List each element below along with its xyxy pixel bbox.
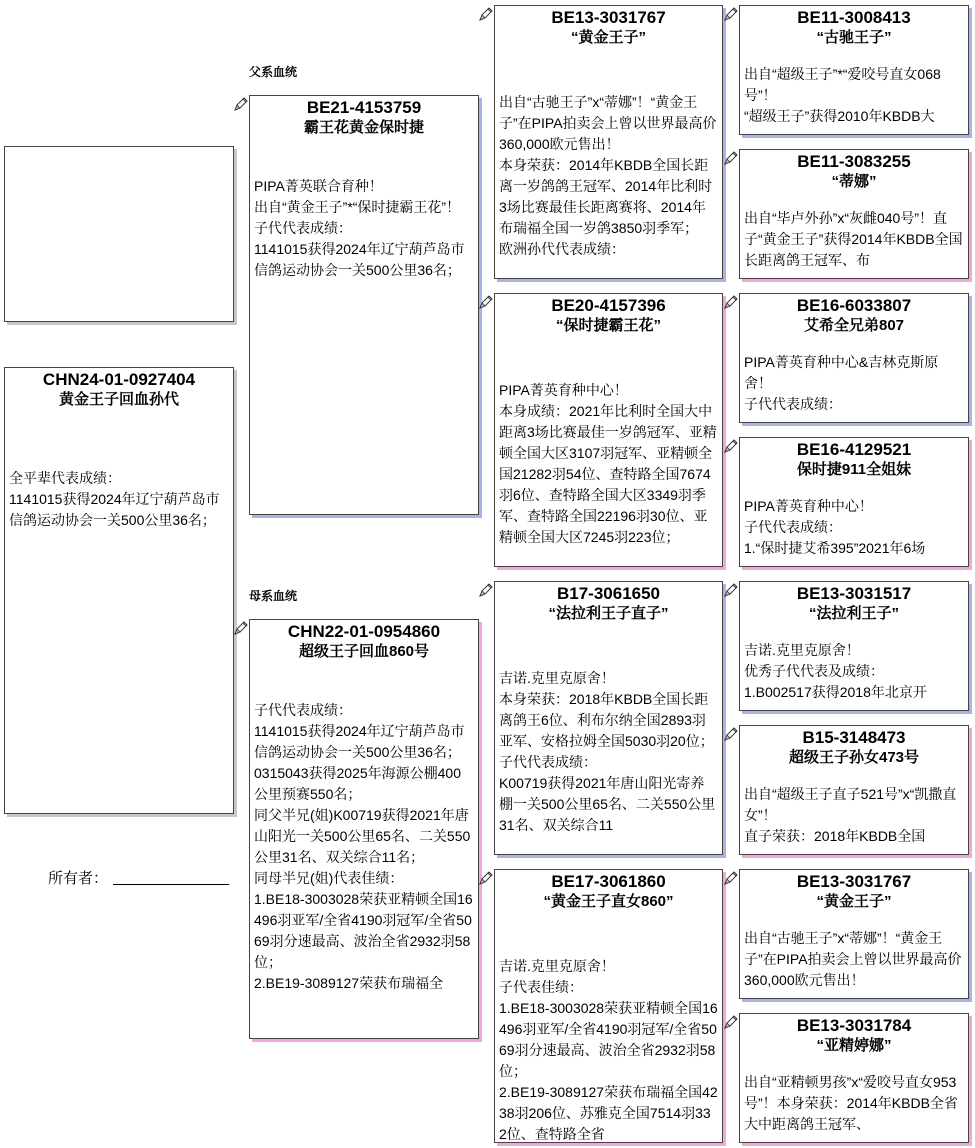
ddd-name: “亚精婷娜” xyxy=(816,1037,892,1054)
sds-ring: BE16-6033807 xyxy=(796,296,912,315)
sd-ring: BE20-4157396 xyxy=(551,296,666,315)
ss-ring: BE13-3031767 xyxy=(551,8,666,27)
pencil-icon[interactable] xyxy=(478,294,494,310)
dss-desc: 吉诺.克里克原舍！ 优秀子代代表及成绩： 1.B002517获得2018年北京开 xyxy=(744,642,927,700)
subject-desc: 全平辈代表成绩： 1141015获得2024年辽宁葫芦岛市信鸽运动协会一关500公里36名； xyxy=(9,470,220,528)
sss-name: “古驰王子” xyxy=(816,29,892,46)
subject-ring: CHN24-01-0927404 xyxy=(42,370,196,389)
pencil-icon[interactable] xyxy=(723,6,739,22)
pencil-icon[interactable] xyxy=(233,620,249,636)
ssd-desc: 出自“毕卢外孙”x“灰雌040号”！直子“黄金王子”获得2014年KBDB全国长距离鸽王冠军、布 xyxy=(744,210,963,268)
pencil-icon[interactable] xyxy=(723,726,739,742)
pencil-icon[interactable] xyxy=(723,438,739,454)
pencil-icon[interactable] xyxy=(723,294,739,310)
sdd-name: 保时捷911全姐妹 xyxy=(796,461,912,478)
ddd-ring: BE13-3031784 xyxy=(796,1016,912,1035)
sire-ring: BE21-4153759 xyxy=(306,98,422,117)
ss-desc: 出自“古驰王子”x“蒂娜”！“黄金王子”在PIPA拍卖会上曾以世界最高价360,000欧元售出！ 本身荣获：2014年KBDB全国长距离一岁鸽鸽王冠军、2014年比利时3场比赛最佳长距离赛将、2014年布瑞福全国一岁鸽3850羽季军； 欧洲孙代代表成绩： xyxy=(499,94,717,257)
ssd-name: “蒂娜” xyxy=(831,173,877,190)
sss-ring: BE11-3008413 xyxy=(797,8,911,27)
subject-card[interactable] xyxy=(4,367,234,814)
owner-line[interactable] xyxy=(113,884,229,885)
dds-name: “黄金王子” xyxy=(816,893,892,910)
dss-ring: BE13-3031517 xyxy=(796,584,912,603)
ss-card[interactable] xyxy=(494,5,723,279)
pencil-icon[interactable] xyxy=(478,582,494,598)
dam-card[interactable] xyxy=(249,619,479,1039)
pencil-icon[interactable] xyxy=(478,870,494,886)
dd-desc: 吉诺.克里克原舍！ 子代表佳绩： 1.BE18-3003028荣获亚精顿全国16496羽亚军/全省4190羽冠军/全省5069羽分速最高、波治全省2932羽58位； 2.BE19-3089127荣获布瑞福全国4238羽206位、苏雅克全国7514羽332位、查特路全省 xyxy=(499,958,718,1142)
ddd-card[interactable] xyxy=(739,1013,969,1143)
pencil-icon[interactable] xyxy=(723,870,739,886)
dam-name: 超级王子回血860号 xyxy=(298,643,430,660)
ssd-ring: BE11-3083255 xyxy=(797,152,911,171)
photo-frame xyxy=(4,146,234,322)
pencil-icon[interactable] xyxy=(723,150,739,166)
sd-name: “保时捷霸王花” xyxy=(555,317,661,334)
pencil-icon[interactable] xyxy=(723,1014,739,1030)
subject-name: 黄金王子回血孙代 xyxy=(58,391,179,408)
dd-ring: BE17-3061860 xyxy=(551,872,666,891)
dds-ring: BE13-3031767 xyxy=(796,872,912,891)
sds-name: 艾希全兄弟807 xyxy=(803,317,905,334)
dam-line-label: 母系血统 xyxy=(249,589,298,603)
ds-desc: 吉诺.克里克原舍！ 本身荣获：2018年KBDB全国长距离鸽王6位、利布尔纳全国2893羽亚军、安格拉姆全国5030羽20位； 子代代表成绩： K00719获得2021年唐山阳光寄养棚一关500公里65名、二关550公里31名、双关综合11 xyxy=(499,670,716,833)
ds-ring: B17-3061650 xyxy=(556,584,661,603)
sd-card[interactable] xyxy=(494,293,723,567)
dam-desc: 子代代表成绩： 1141015获得2024年辽宁葫芦岛市信鸽运动协会一关500公里36名； 0315043获得2025年海源公棚400公里预赛550名； 同父半兄(姐)K00719获得2021年唐山阳光一关500公里65名、二关550公里31名、双关综合11名； 同母半兄(姐)代表佳绩： 1.BE18-3003028荣获亚精顿全国16496羽亚军/全省4190羽冠军/全省5069羽分速最高、波治全省2932羽58位； 2.BE19-3089127荣获布瑞福全 xyxy=(254,702,473,991)
pencil-icon[interactable] xyxy=(723,582,739,598)
ssd-card[interactable] xyxy=(739,149,969,279)
sire-desc: PIPA菁英联合育种！ 出自“黄金王子”*“保时捷霸王花”！ 子代代表成绩： 1141015获得2024年辽宁葫芦岛市信鸽运动协会一关500公里36名； xyxy=(254,178,465,278)
dam-ring: CHN22-01-0954860 xyxy=(287,622,441,641)
pencil-icon[interactable] xyxy=(478,6,494,22)
dd-card[interactable] xyxy=(494,869,723,1143)
dds-desc: 出自“古驰王子”x“蒂娜”！“黄金王子”在PIPA拍卖会上曾以世界最高价360,000欧元售出！ xyxy=(744,930,962,988)
dsd-ring: B15-3148473 xyxy=(802,728,906,747)
sd-desc: PIPA菁英育种中心！ 本身成绩：2021年比利时全国大中距离3场比赛最佳一岁鸽冠军、亚精顿全国大区3107羽冠军、亚精顿全国21282羽54位、查特路全国7674羽6位、查特路全国大区3349羽季军、查特路全国22196羽30位、亚精顿全国大区7245羽223位； xyxy=(499,382,717,545)
ds-card[interactable] xyxy=(494,581,723,855)
sds-card[interactable] xyxy=(739,293,969,423)
sss-desc: 出自“超级王子”*“爱咬号直女068号”！ “超级王子”获得2010年KBDB大 xyxy=(744,66,941,124)
pencil-icon[interactable] xyxy=(233,96,249,112)
dsd-name: 超级王子孙女473号 xyxy=(788,749,920,766)
sire-card[interactable] xyxy=(249,95,479,515)
dd-name: “黄金王子直女860” xyxy=(543,893,674,910)
sdd-ring: BE16-4129521 xyxy=(796,440,912,459)
ddd-desc: 出自“亚精顿男孩”x“爱咬号直女953号”！本身荣获：2014年KBDB全省大中距离鸽王冠军、 xyxy=(744,1074,958,1132)
sdd-desc: PIPA菁英育种中心！ 子代代表成绩： 1.“保时捷艾希395”2021年6场 xyxy=(744,498,926,556)
sss-card[interactable] xyxy=(739,5,969,135)
sdd-card[interactable] xyxy=(739,437,969,567)
dds-card[interactable] xyxy=(739,869,969,999)
ds-name: “法拉利王子直子” xyxy=(548,605,669,622)
dsd-card[interactable] xyxy=(739,725,969,855)
dss-name: “法拉利王子” xyxy=(808,605,899,622)
sds-desc: PIPA菁英育种中心&吉林克斯原舍！ 子代代表成绩： xyxy=(744,354,939,412)
dss-card[interactable] xyxy=(739,581,969,711)
owner-label: 所有者： xyxy=(48,870,109,887)
ss-name: “黄金王子” xyxy=(570,29,646,46)
sire-name: 霸王花黄金保时捷 xyxy=(303,119,424,136)
sire-line-label: 父系血统 xyxy=(249,65,298,79)
dsd-desc: 出自“超级王子直子521号”x“凯撒直女”！ 直子荣获：2018年KBDB全国 xyxy=(744,786,957,844)
